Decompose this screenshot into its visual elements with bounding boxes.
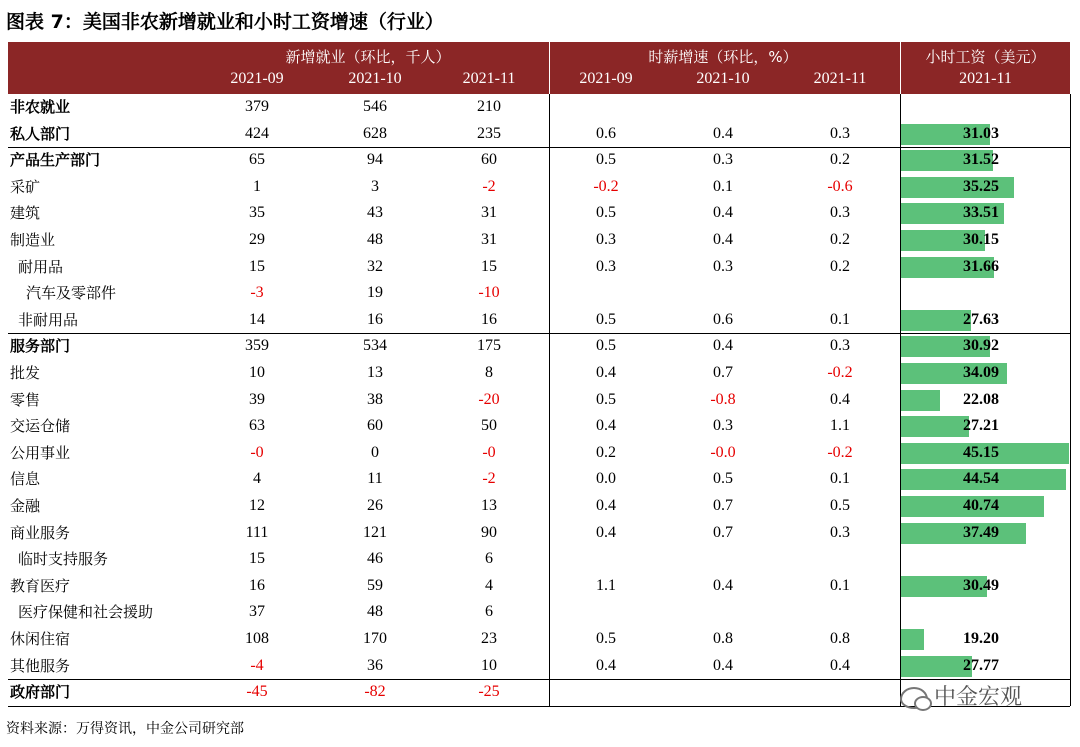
header-separator	[549, 42, 550, 94]
wage-cell: 33.51	[963, 204, 999, 222]
jobs-cell: 16	[249, 576, 265, 594]
table-row	[8, 493, 1072, 520]
growth-cell: 0.3	[596, 231, 616, 248]
growth-cell: 0.2	[830, 151, 850, 169]
row-label: 非耐用品	[18, 310, 79, 329]
wage-cell	[901, 546, 1061, 573]
wage-cell: 35.25	[963, 177, 999, 195]
growth-cell	[795, 280, 885, 307]
jobs-cell: 11	[367, 470, 383, 488]
growth-cell	[678, 280, 768, 307]
table-row	[8, 626, 1072, 653]
column-divider	[549, 94, 550, 706]
jobs-cell: 48	[367, 231, 383, 248]
growth-cell	[561, 679, 651, 706]
jobs-cell: -10	[478, 284, 500, 302]
growth-cell: 1.1	[830, 417, 850, 435]
row-label: 耐用品	[18, 257, 64, 276]
row-label: 公用事业	[10, 443, 71, 462]
growth-cell: 0.4	[596, 497, 616, 514]
jobs-cell: 59	[367, 576, 383, 594]
growth-cell: 0.7	[713, 523, 733, 541]
row-label: 私人部门	[10, 124, 71, 143]
growth-cell: -0.6	[827, 177, 853, 195]
growth-cell: 0.6	[596, 124, 616, 142]
growth-cell: 0.4	[713, 337, 733, 355]
growth-cell: 0.1	[830, 470, 850, 488]
jobs-cell: 90	[481, 523, 497, 541]
jobs-cell: 15	[249, 257, 265, 275]
jobs-cell: 36	[367, 656, 383, 674]
wage-cell: 27.21	[963, 417, 999, 435]
jobs-cell: -25	[478, 683, 500, 701]
jobs-cell: 15	[249, 550, 265, 568]
jobs-cell: 37	[249, 603, 265, 621]
section-divider	[8, 147, 1070, 148]
header-jobs-period: 2021-10	[348, 70, 402, 87]
jobs-cell: 15	[481, 257, 497, 275]
table-row	[8, 387, 1072, 414]
jobs-cell: 4	[253, 470, 261, 488]
growth-cell: 0.4	[713, 124, 733, 142]
row-label: 汽车及零部件	[26, 284, 117, 303]
jobs-cell: 46	[367, 550, 383, 568]
table-row	[8, 520, 1072, 547]
row-label: 信息	[10, 470, 41, 489]
jobs-cell: 13	[367, 364, 383, 381]
row-label: 休闲住宿	[10, 630, 71, 648]
wage-cell	[901, 280, 1061, 307]
jobs-cell: 38	[367, 390, 383, 408]
table-row	[8, 333, 1072, 360]
header-jobs-period: 2021-09	[230, 70, 284, 87]
wage-cell	[901, 94, 1061, 121]
row-label: 建筑	[10, 204, 41, 223]
growth-cell	[795, 94, 885, 121]
growth-cell: 0.2	[830, 231, 850, 248]
jobs-cell: 23	[481, 630, 497, 647]
jobs-cell: 379	[245, 98, 269, 115]
growth-cell	[678, 94, 768, 121]
row-label: 非农就业	[10, 98, 71, 116]
growth-cell: 0.3	[713, 417, 733, 435]
row-label: 临时支持服务	[18, 550, 109, 569]
wage-cell: 30.49	[963, 576, 999, 594]
growth-cell: 0.1	[830, 310, 850, 328]
wage-cell: 27.63	[963, 310, 999, 328]
row-label: 产品生产部门	[10, 151, 101, 170]
growth-cell: 0.4	[596, 656, 616, 674]
table-row	[8, 413, 1072, 440]
growth-cell: 0.3	[596, 257, 616, 275]
table-row	[8, 440, 1072, 467]
jobs-cell: 1	[253, 177, 261, 195]
jobs-cell: -82	[364, 683, 386, 701]
header-growth-period: 2021-10	[696, 70, 750, 87]
table-row	[8, 94, 1072, 121]
growth-cell	[678, 599, 768, 626]
growth-cell: 0.1	[830, 576, 850, 594]
jobs-cell: -20	[478, 390, 500, 408]
wage-cell: 31.03	[963, 124, 999, 142]
watermark-text: 中金宏观	[934, 685, 1023, 710]
jobs-cell: -0	[250, 443, 264, 461]
jobs-cell: 628	[363, 124, 387, 142]
row-label: 交运仓储	[10, 417, 71, 436]
table-row	[8, 653, 1072, 680]
wage-cell: 44.54	[963, 470, 999, 488]
header-jobs-period: 2021-11	[462, 70, 516, 87]
jobs-cell: 10	[481, 656, 497, 674]
jobs-cell: 31	[481, 204, 497, 222]
growth-cell	[561, 546, 651, 573]
table-row	[8, 573, 1072, 600]
jobs-cell: 108	[245, 630, 269, 647]
row-label: 金融	[10, 497, 41, 515]
jobs-cell: 175	[477, 337, 501, 355]
data-table	[8, 42, 1072, 707]
jobs-cell: 16	[367, 310, 383, 328]
growth-cell: 0.4	[830, 390, 850, 408]
jobs-cell: 16	[481, 310, 497, 328]
wage-cell: 31.52	[963, 151, 999, 169]
jobs-cell: 32	[367, 257, 383, 275]
watermark	[900, 680, 1022, 716]
jobs-cell: 3	[371, 177, 379, 195]
table-row	[8, 280, 1072, 307]
jobs-cell: 10	[249, 364, 265, 381]
jobs-cell: 8	[485, 364, 493, 381]
jobs-cell: 235	[477, 124, 501, 142]
jobs-cell: 121	[363, 523, 387, 541]
jobs-cell: 546	[363, 98, 387, 115]
growth-cell	[561, 94, 651, 121]
jobs-cell: 65	[249, 151, 265, 169]
jobs-cell: 19	[367, 284, 383, 302]
header-group-wage-level: 小时工资（美元）	[925, 48, 1046, 66]
row-label: 制造业	[10, 231, 56, 249]
jobs-cell: 6	[485, 603, 493, 621]
wage-cell: 30.15	[963, 231, 999, 248]
growth-cell: 0.3	[830, 523, 850, 541]
growth-cell: 0.6	[713, 310, 733, 328]
growth-cell: 0.2	[596, 443, 616, 461]
jobs-cell: -3	[250, 284, 264, 302]
jobs-cell: 60	[481, 151, 497, 169]
jobs-cell: 170	[363, 630, 387, 647]
growth-cell: 0.4	[713, 656, 733, 674]
growth-cell: -0.8	[710, 390, 736, 408]
jobs-cell: 39	[249, 390, 265, 408]
growth-cell	[795, 546, 885, 573]
jobs-cell: -2	[482, 470, 496, 488]
header-growth-period: 2021-09	[579, 70, 633, 87]
wage-cell: 45.15	[963, 443, 999, 461]
growth-cell: 0.1	[713, 177, 733, 195]
jobs-cell: -4	[250, 656, 264, 674]
growth-cell: 0.4	[713, 231, 733, 248]
growth-cell: 0.5	[596, 390, 616, 408]
figure-title: 图表 7：美国非农新增就业和小时工资增速（行业）	[6, 11, 444, 33]
header-wage-period: 2021-11	[959, 70, 1012, 87]
growth-cell: 1.1	[596, 576, 616, 594]
jobs-cell: 13	[481, 497, 497, 514]
jobs-cell: 35	[249, 204, 265, 222]
growth-cell: 0.4	[596, 417, 616, 435]
header-group-jobs: 新增就业（环比，千人）	[285, 48, 451, 66]
column-divider	[1070, 94, 1071, 706]
column-divider	[900, 94, 901, 706]
wechat-icon	[900, 687, 928, 709]
table-row	[8, 599, 1072, 626]
header-separator	[900, 42, 901, 94]
growth-cell	[795, 599, 885, 626]
jobs-cell: 29	[249, 231, 265, 248]
wage-cell: 31.66	[963, 257, 999, 275]
growth-cell: 0.4	[596, 523, 616, 541]
header-group-wage-growth: 时薪增速（环比，%）	[648, 48, 798, 66]
jobs-cell: 4	[485, 576, 493, 594]
table-row	[8, 546, 1072, 573]
source-note: 资料来源：万得资讯，中金公司研究部	[6, 721, 244, 737]
table-row	[8, 200, 1072, 227]
jobs-cell: 50	[481, 417, 497, 435]
jobs-cell: 359	[245, 337, 269, 355]
growth-cell: 0.4	[596, 364, 616, 381]
wage-cell: 22.08	[963, 390, 999, 408]
table-row	[8, 121, 1072, 148]
growth-cell: -0.2	[827, 443, 853, 461]
section-divider	[8, 333, 1070, 334]
growth-cell	[795, 679, 885, 706]
growth-cell: -0.0	[710, 443, 736, 461]
row-label: 教育医疗	[10, 576, 71, 595]
growth-cell	[561, 280, 651, 307]
growth-cell: 0.5	[596, 337, 616, 355]
jobs-cell: 26	[367, 497, 383, 514]
growth-cell	[678, 679, 768, 706]
growth-cell: 0.5	[713, 470, 733, 488]
table-row	[8, 227, 1072, 254]
wage-cell: 40.74	[963, 497, 999, 514]
growth-cell: 0.3	[830, 204, 850, 222]
row-label: 零售	[10, 390, 41, 409]
row-label: 批发	[10, 364, 41, 382]
jobs-cell: 210	[477, 98, 501, 115]
growth-cell: 0.4	[713, 576, 733, 594]
jobs-cell: 6	[485, 550, 493, 568]
row-label: 商业服务	[10, 523, 71, 542]
growth-cell: 0.3	[713, 257, 733, 275]
jobs-cell: 63	[249, 417, 265, 435]
jobs-cell: 31	[481, 231, 497, 248]
table-row	[8, 254, 1072, 281]
growth-cell: 0.2	[830, 257, 850, 275]
growth-cell: 0.5	[830, 497, 850, 514]
wage-cell: 37.49	[963, 523, 999, 541]
growth-cell: 0.3	[713, 151, 733, 169]
jobs-cell: 60	[367, 417, 383, 435]
jobs-cell: -2	[482, 177, 496, 195]
jobs-cell: 424	[245, 124, 269, 142]
growth-cell: 0.8	[830, 630, 850, 647]
jobs-cell: 12	[249, 497, 265, 514]
row-label: 采矿	[10, 177, 41, 196]
wage-cell: 34.09	[963, 364, 999, 381]
row-label: 其他服务	[10, 656, 71, 675]
table-row	[8, 307, 1072, 334]
growth-cell: 0.7	[713, 497, 733, 514]
row-label: 政府部门	[10, 683, 71, 702]
growth-cell: 0.4	[830, 656, 850, 674]
growth-cell	[561, 599, 651, 626]
row-label: 医疗保健和社会援助	[18, 603, 154, 622]
growth-cell: 0.3	[830, 337, 850, 355]
table-row	[8, 466, 1072, 493]
growth-cell: -0.2	[827, 364, 853, 381]
growth-cell: 0.5	[596, 204, 616, 222]
jobs-cell: 534	[363, 337, 387, 355]
jobs-cell: 43	[367, 204, 383, 222]
growth-cell: 0.5	[596, 630, 616, 647]
wage-cell	[901, 599, 1061, 626]
growth-cell: -0.2	[593, 177, 619, 195]
jobs-cell: 48	[367, 603, 383, 621]
table-row	[8, 174, 1072, 201]
jobs-cell: 14	[249, 310, 265, 328]
growth-cell: 0.5	[596, 310, 616, 328]
growth-cell: 0.7	[713, 364, 733, 381]
header-growth-period: 2021-11	[813, 70, 867, 87]
jobs-cell: -45	[246, 683, 268, 701]
jobs-cell: 111	[245, 523, 269, 541]
jobs-cell: 94	[367, 151, 383, 169]
table-row	[8, 147, 1072, 174]
growth-cell: 0.0	[596, 470, 616, 488]
growth-cell	[678, 546, 768, 573]
jobs-cell: -0	[482, 443, 496, 461]
jobs-cell: 0	[371, 443, 379, 461]
wage-cell: 30.92	[963, 337, 999, 355]
wage-cell: 19.20	[963, 630, 999, 647]
row-label: 服务部门	[10, 337, 71, 356]
growth-cell: 0.3	[830, 124, 850, 142]
growth-cell: 0.4	[713, 204, 733, 222]
growth-cell: 0.8	[713, 630, 733, 647]
wage-cell: 27.77	[963, 656, 999, 674]
growth-cell: 0.5	[596, 151, 616, 169]
table-row	[8, 360, 1072, 387]
